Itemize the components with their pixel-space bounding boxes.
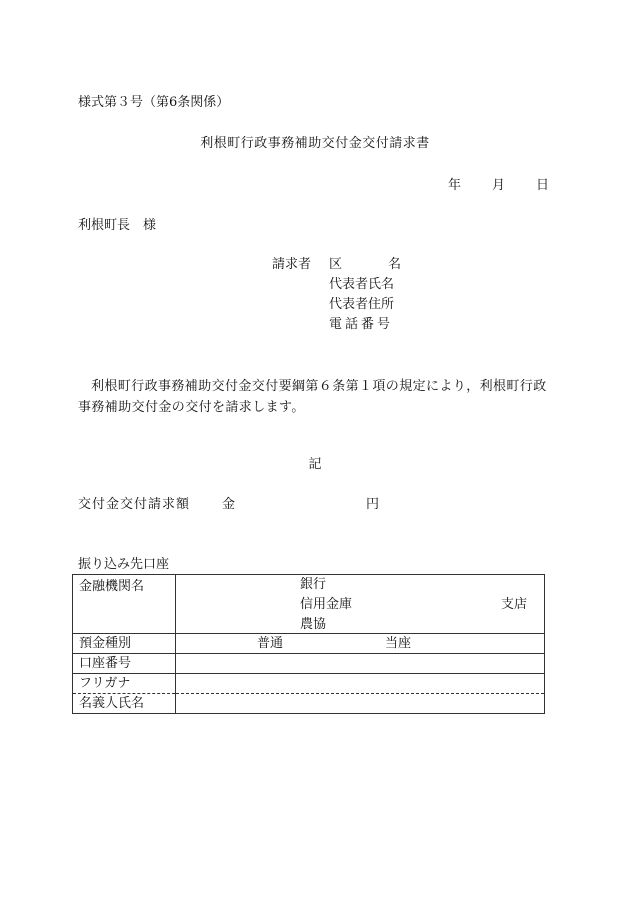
deposit-type-ordinary: 普通 [257,636,284,651]
deposit-type-checking: 当座 [385,636,412,651]
institution-option-credit-union: 信用金庫 [300,597,353,612]
furigana-field[interactable] [176,674,545,694]
account-number-field[interactable] [176,654,545,674]
furigana-row [73,674,545,694]
deposit-type-field[interactable] [176,634,545,654]
amount-label: 交付金交付請求額 [78,497,191,512]
institution-field[interactable] [176,575,545,634]
representative-address-label: 代表者住所 [329,297,395,312]
request-statement: 利根町行政事務補助交付金交付要綱第６条第１項の規定により，利根町行政事務補助交付金の交付を請求します。 [78,379,547,415]
date-year-label: 年 [448,178,462,193]
account-number-label: 口座番号 [73,654,176,674]
ki-heading: 記 [308,457,322,472]
requester-label: 請求者 [272,257,312,272]
amount-yen: 円 [366,497,380,512]
branch-label: 支店 [501,597,528,612]
requester-district-field [329,257,401,273]
account-number-row [73,654,545,674]
representative-name-label: 代表者氏名 [329,277,395,292]
amount-kin: 金 [222,497,236,512]
date-day-label: 日 [536,178,550,193]
holder-name-field[interactable] [176,694,545,714]
institution-label: 金融機関名 [73,575,176,634]
institution-option-agri-coop: 農協 [300,617,327,632]
district-label-b: 名 [387,257,401,272]
phone-label: 電話番号 [329,317,394,332]
institution-row [73,575,545,634]
holder-name-row [73,694,545,714]
form-number: 様式第３号（第6条関係） [78,95,230,110]
district-label-a: 区 [329,257,343,272]
bank-account-caption: 振り込み先口座 [78,557,170,572]
holder-name-label: 名義人氏名 [73,694,176,714]
deposit-type-label: 預金種別 [73,634,176,654]
furigana-label: フリガナ [73,674,176,694]
deposit-type-row [73,634,545,654]
institution-option-bank: 銀行 [300,577,327,592]
bank-account-table [72,574,545,714]
page-title: 利根町行政事務補助交付金交付請求書 [200,136,430,151]
date-month-label: 月 [492,178,506,193]
addressee: 利根町長 様 [78,218,157,233]
